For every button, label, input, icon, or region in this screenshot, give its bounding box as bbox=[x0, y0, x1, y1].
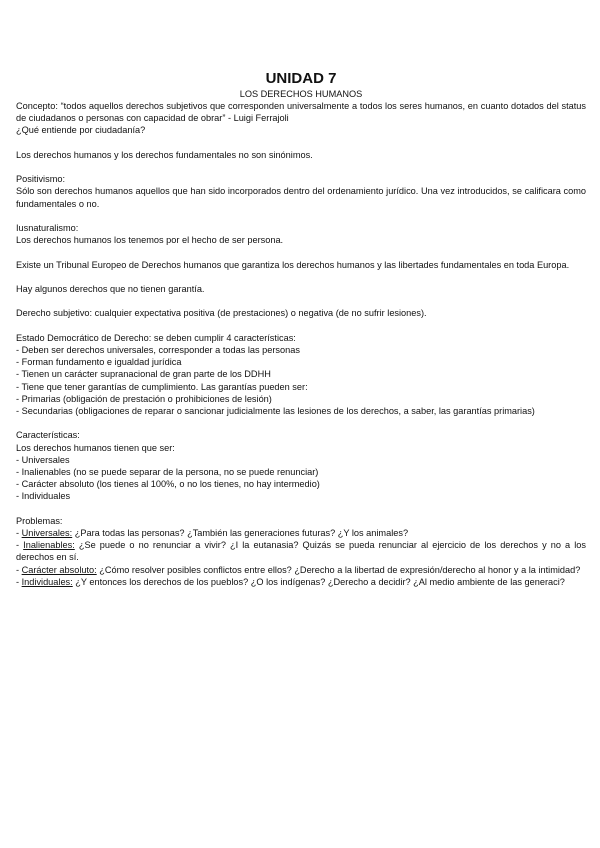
concepto-question: ¿Qué entiende por ciudadanía? bbox=[16, 125, 146, 136]
problemas-list bbox=[16, 527, 586, 588]
caracteristicas-intro: Los derechos humanos tienen que ser: bbox=[16, 442, 175, 453]
list-item: - Universales bbox=[16, 454, 70, 465]
list-item: - Individuales bbox=[16, 491, 71, 502]
problema-text: ¿Se puede o no renunciar a vivir? ¿I la eutanasia? Quizás se pueda renunciar al ejercicio de los derechos y no a los derechos en sí. bbox=[16, 540, 586, 563]
positivismo-paragraph: Sólo son derechos humanos aquellos que han sido incorporados dentro del ordenamiento jurídico. Una vez introducidos, se calificara como fundamentales o no. bbox=[16, 186, 586, 209]
page-subtitle: LOS DERECHOS HUMANOS bbox=[239, 89, 363, 99]
problema-item: - Universales: ¿Para todas las personas? ¿También las generaciones futuras? ¿Y los animales? bbox=[16, 527, 409, 538]
problema-item: - Carácter absoluto: ¿Cómo resolver posibles conflictos entre ellos? ¿Derecho a la libertad de expresión/derecho al honor y a la intimidad? bbox=[16, 564, 581, 575]
list-item: - Tienen un carácter supranacional de gran parte de los DDHH bbox=[16, 369, 271, 380]
sin-garantia-paragraph: Hay algunos derechos que no tienen garantía. bbox=[16, 283, 205, 294]
iusnaturalismo-heading: Iusnaturalismo: bbox=[16, 222, 79, 233]
positivismo-heading: Positivismo: bbox=[16, 174, 66, 185]
problema-text: ¿Para todas las personas? ¿También las generaciones futuras? ¿Y los animales? bbox=[72, 527, 409, 538]
problema-label: Carácter absoluto: bbox=[21, 564, 97, 575]
problema-label: Inalienables: bbox=[23, 540, 75, 551]
caracteristicas-heading: Características: bbox=[16, 430, 80, 441]
document-page bbox=[16, 70, 586, 588]
problema-text: ¿Y entonces los derechos de los pueblos? ¿O los indígenas? ¿Derecho a decidir? ¿Al medio ambiente de las generaci? bbox=[72, 576, 565, 587]
problema-label: Universales: bbox=[21, 527, 73, 538]
tribunal-paragraph: Existe un Tribunal Europeo de Derechos humanos que garantiza los derechos humanos y las libertades fundamentales en toda Europa. bbox=[16, 259, 570, 270]
list-item: - Carácter absoluto (los tienes al 100%, o no los tienes, no hay intermedio) bbox=[16, 479, 320, 490]
list-item: - Primarias (obligación de prestación o prohibiciones de lesión) bbox=[16, 393, 272, 404]
problema-label: Individuales: bbox=[21, 576, 73, 587]
concepto-paragraph: Concepto: “todos aquellos derechos subjetivos que corresponden universalmente a todos los seres humanos, en cuanto dotados del status de ciudadanos o personas con capacidad de obrar” - Luigi Ferrajoli bbox=[16, 101, 586, 124]
list-item: - Forman fundamento e igualdad jurídica bbox=[16, 357, 182, 368]
caracteristicas-list bbox=[16, 454, 586, 503]
list-item: - Deben ser derechos universales, corresponder a todas las personas bbox=[16, 344, 300, 355]
sinonimos-paragraph: Los derechos humanos y los derechos fundamentales no son sinónimos. bbox=[16, 149, 313, 160]
iusnaturalismo-paragraph: Los derechos humanos los tenemos por el hecho de ser persona. bbox=[16, 235, 284, 246]
problemas-heading: Problemas: bbox=[16, 515, 63, 526]
list-item: - Tiene que tener garantías de cumplimiento. Las garantías pueden ser: bbox=[16, 381, 308, 392]
estado-list bbox=[16, 344, 586, 417]
list-item: - Secundarias (obligaciones de reparar o sancionar judicialmente las lesiones de los derechos, a saber, las garantías primarias) bbox=[16, 405, 535, 416]
problema-text: ¿Cómo resolver posibles conflictos entre ellos? ¿Derecho a la libertad de expresión/derecho al honor y a la intimidad? bbox=[96, 564, 581, 575]
derecho-subjetivo-paragraph: Derecho subjetivo: cualquier expectativa positiva (de prestaciones) o negativa (de no sufrir lesiones). bbox=[16, 308, 427, 319]
problema-item: - Inalienables: ¿Se puede o no renunciar a vivir? ¿I la eutanasia? Quizás se pueda renunciar al ejercicio de los derechos y no a los derechos en sí. bbox=[16, 540, 586, 563]
problema-item: - Individuales: ¿Y entonces los derechos de los pueblos? ¿O los indígenas? ¿Derecho a decidir? ¿Al medio ambiente de las generaci? bbox=[16, 576, 565, 587]
list-item: - Inalienables (no se puede separar de la persona, no se puede renunciar) bbox=[16, 466, 319, 477]
page-title: UNIDAD 7 bbox=[265, 70, 337, 87]
estado-heading: Estado Democrático de Derecho: se deben cumplir 4 características: bbox=[16, 332, 296, 343]
